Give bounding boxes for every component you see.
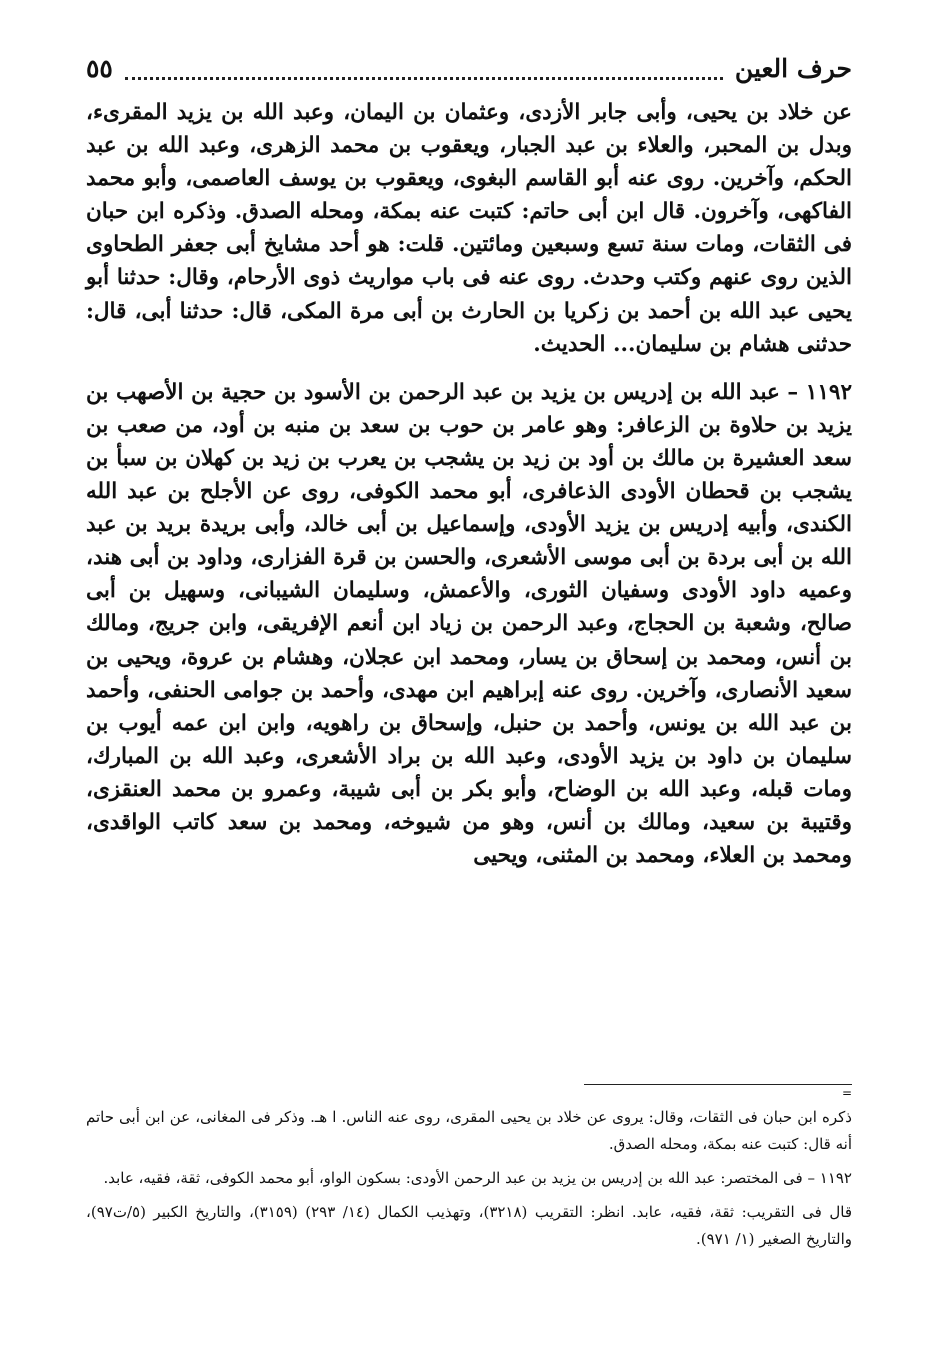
footnote-item: قال فى التقريب: ثقة، فقيه، عابد. انظر: التقريب (٣٢١٨)، وتهذيب الكمال (١٤/ ٢٩٣) (٣١٥٩)، والتاريخ الكبير (٥/ت٩٧)، والتاريخ الصغير (١/ ٩٧١). bbox=[86, 1203, 852, 1248]
footnotes bbox=[86, 1104, 852, 1260]
footnote-divider bbox=[584, 1084, 852, 1085]
entry-continuation-text: عن خلاد بن يحيى، وأبى جابر الأزدى، وعثمان بن اليمان، وعبد الله بن يزيد المقرىء، وبدل بن المحبر، والعلاء بن عبد الجبار، ويعقوب بن محمد الزهرى، وعبد الله بن عبد الحكم، وآخرين. روى عنه أبو القاسم البغوى، ويعقوب بن يوسف العاصمى، وأبو محمد الفاكهى، وآخرون. قال ابن أبى حاتم: كتبت عنه بمكة، ومحله الصدق. وذكره ابن حبان فى الثقات، ومات سنة تسع وسبعين ومائتين. قلت: هو أحد مشايخ أبى جعفر الطحاوى الذين روى عنهم وكتب وحدث. روى عنه فى باب مواريث ذوى الأرحام، وقال: حدثنا أبو يحيى عبد الله بن أحمد بن زكريا بن الحارث بن أبى مرة المكى، قال: حدثنا أبى، قال: حدثنى هشام بن سليمان... الحديث. bbox=[86, 100, 852, 357]
entry-continuation bbox=[86, 96, 852, 361]
book-page bbox=[86, 48, 852, 1348]
footnote-item: ذكره ابن حبان فى الثقات، وقال: يروى عن خلاد بن يحيى المقرى، روى عنه الناس. ا هـ. وذكر فى المغانى، عن ابن أبى حاتم أنه قال: كتبت عنه بمكة، ومحله الصدق. bbox=[86, 1108, 852, 1153]
running-header bbox=[86, 48, 852, 88]
footnote-continuation-marker: = bbox=[841, 1086, 852, 1100]
entry-1192 bbox=[86, 376, 852, 872]
chapter-title: حرف العين bbox=[734, 53, 852, 83]
entry-1192-paragraph bbox=[86, 376, 852, 872]
footnote-item: ١١٩٢ – فى المختصر: عبد الله بن إدريس بن يزيد بن عبد الرحمن الأودى: بسكون الواو، أبو محمد الكوفى، ثقة، فقيه، عابد. bbox=[103, 1169, 852, 1187]
page-number: ٥٥ bbox=[86, 53, 113, 83]
entry-1192-text: – عبد الله بن إدريس بن يزيد بن عبد الرحمن بن الأسود بن حجية بن الأصهب بن يزيد بن حلاوة بن الزعافر: وهو عامر بن حوب بن سعد بن منبه بن أود، من صعب بن سعد العشيرة بن مالك بن أود بن زيد بن يشجب بن يعرب بن زيد بن كهلان بن سبأ بن يشجب بن قحطان الأودى الذعافرى، أبو محمد الكوفى، روى عن الأجلح بن عبد الله الكندى، وأبيه إدريس بن يزيد الأودى، وإسماعيل بن أبى خالد، وأبى بريدة بريد بن عبد الله بن أبى بردة بن أبى موسى الأشعرى، والحسن بن قرة الفزارى، وداود بن أبى هند، وعميه داود الأودى وسفيان الثورى، والأعمش، وسليمان الشيبانى، وسهيل بن أبى صالح، وشعبة بن الحجاج، وعبد الرحمن بن زياد ابن أنعم الإفريقى، وابن جريج، ومالك بن أنس، ومحمد بن إسحاق بن يسار، ومحمد ابن عجلان، وهشام بن عروة، ويحيى بن سعيد الأنصارى، وآخرين. روى عنه إبراهيم ابن مهدى، وأحمد بن جوامى الحنفى، وأحمد بن عبد الله بن يونس، وأحمد بن حنبل، وإسحاق بن راهويه، وابن ابن عمه أيوب بن سليمان بن داود بن يزيد الأودى، وعبد الله بن براد الأشعرى، وعبد الله بن المبارك، ومات قبله، وعبد الله بن الوضاح، وأبو بكر بن أبى شيبة، وعمرو بن محمد العنقزى، وقتيبة بن سعيد، ومالك بن أنس، وهو من شيوخه، ومحمد بن سعد كاتب الواقدى، ومحمد بن العلاء، ومحمد بن المثنى، ويحيى bbox=[86, 379, 852, 869]
header-dot-leader bbox=[125, 57, 723, 80]
entry-number: ١١٩٢ bbox=[805, 379, 852, 405]
